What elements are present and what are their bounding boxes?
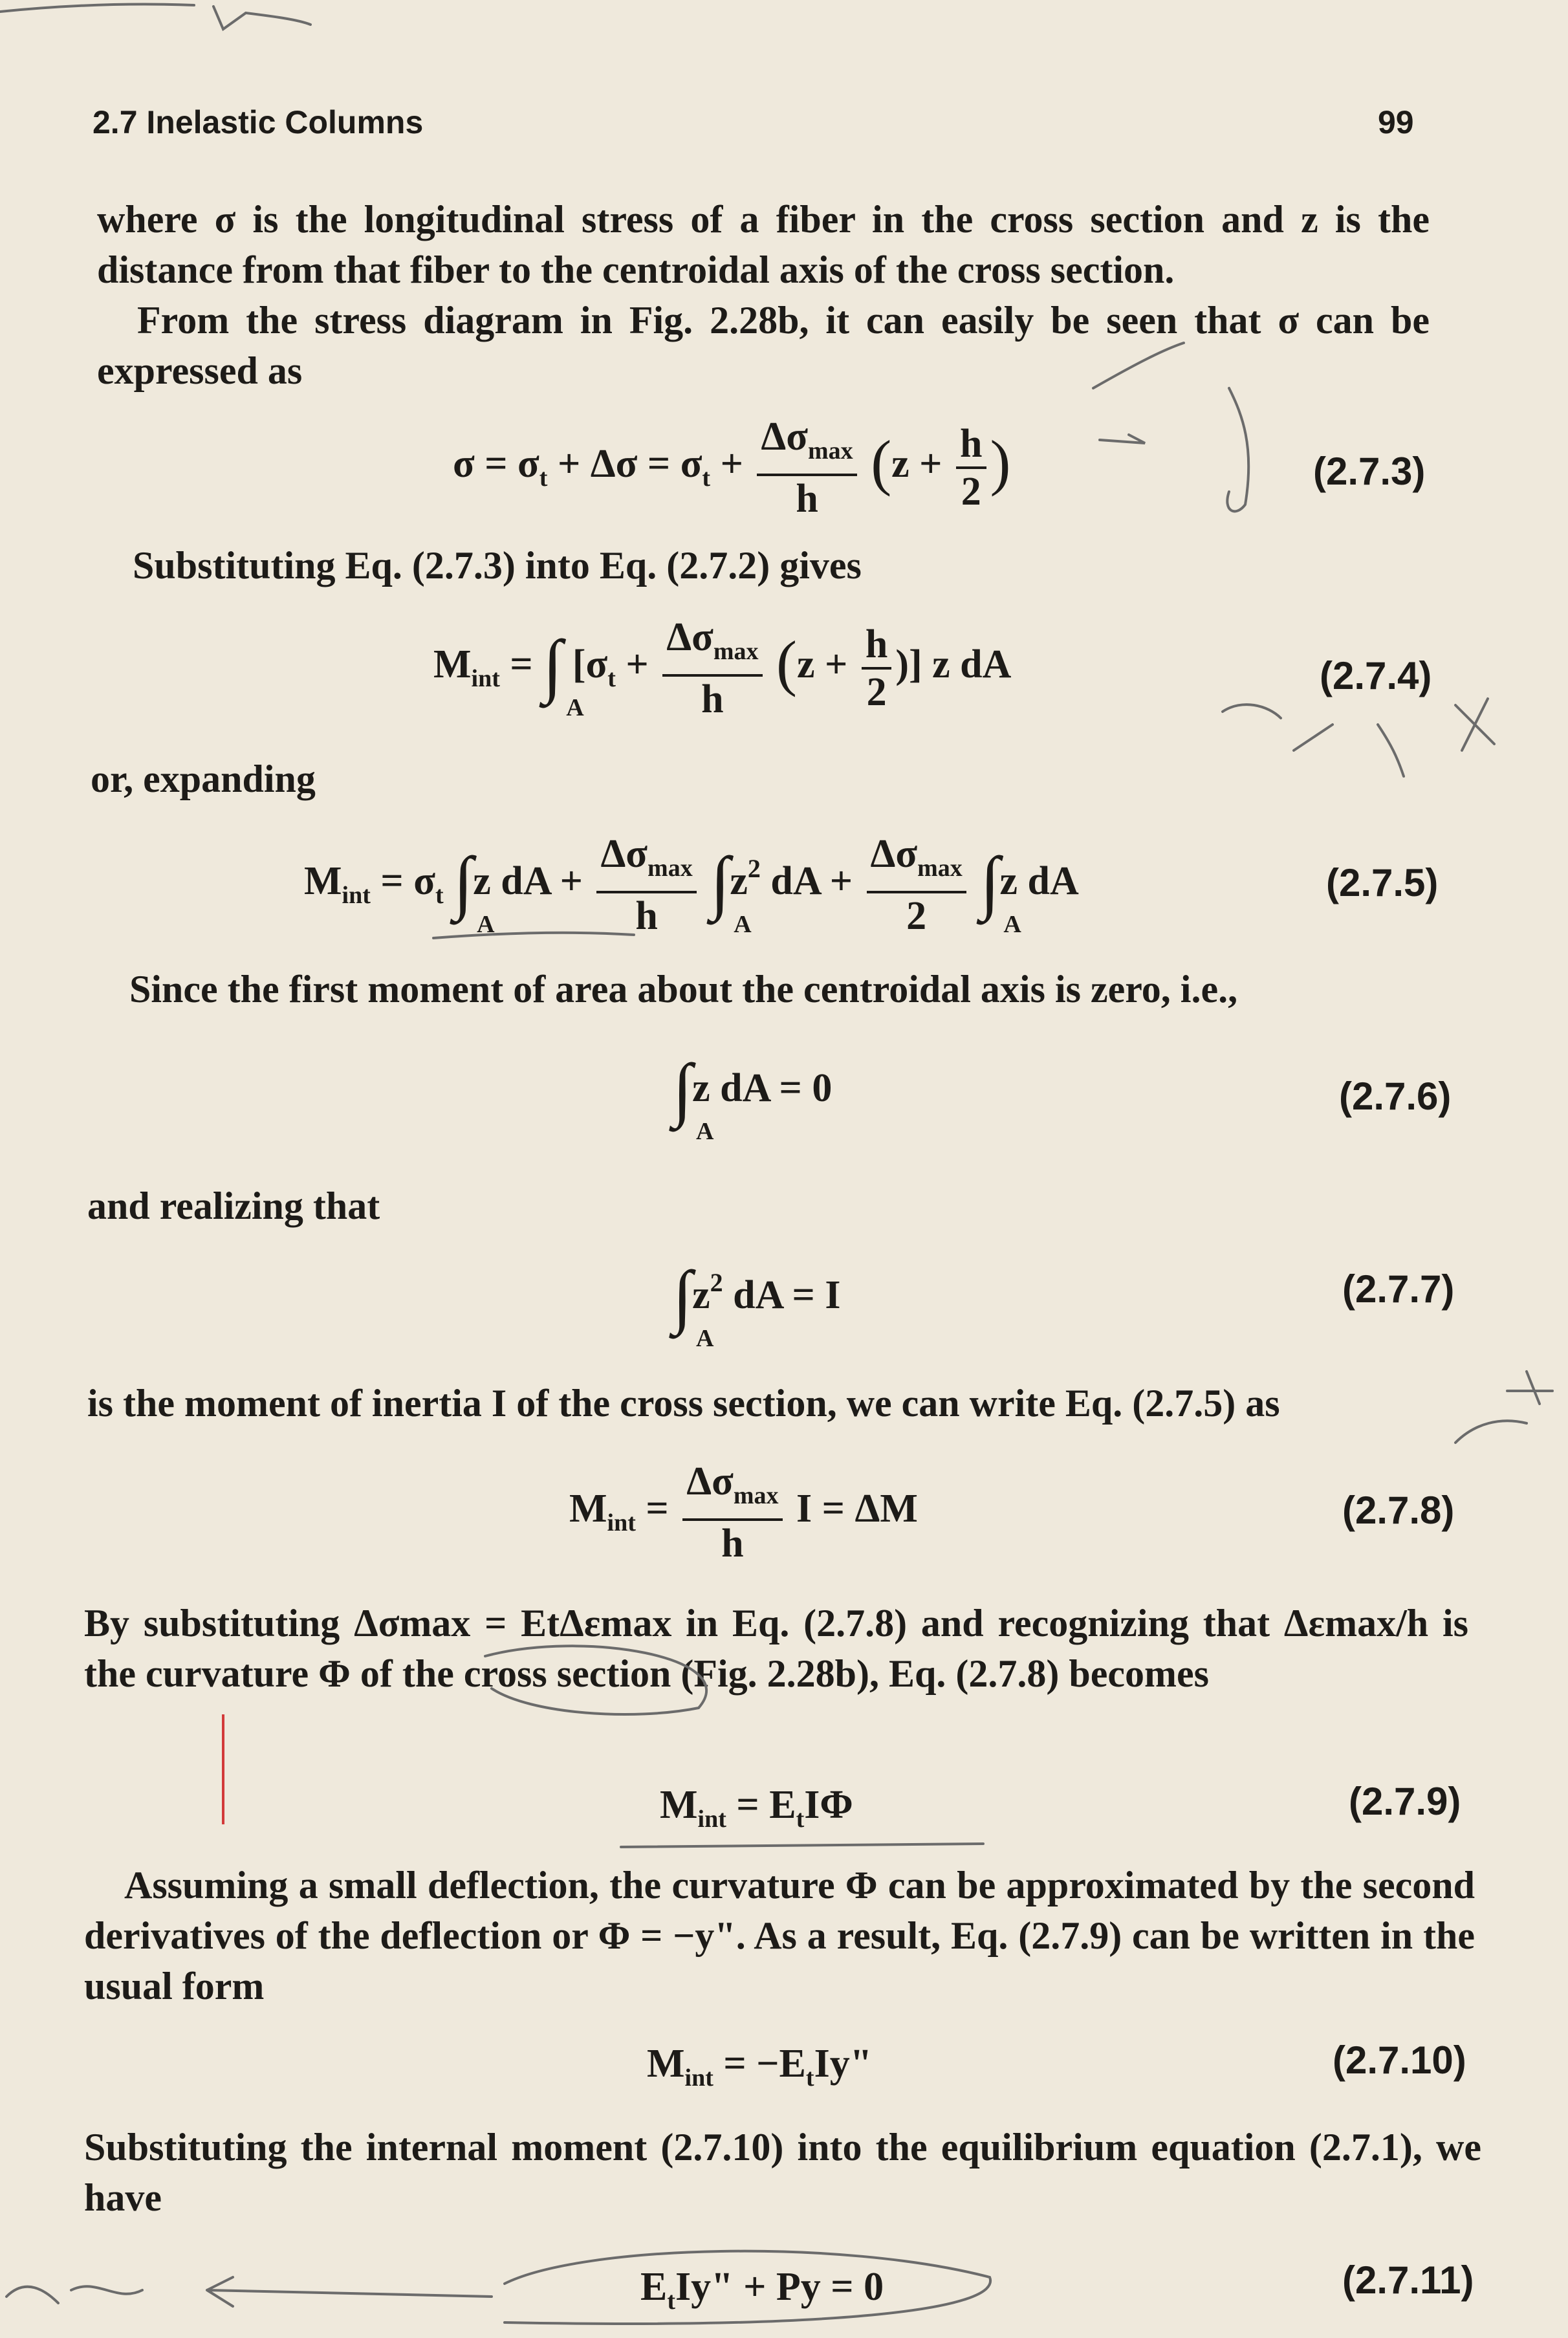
pencil-scribble-top: [0, 0, 1568, 78]
page-number: 99: [1378, 104, 1414, 140]
equation-number-2-7-7: (2.7.7): [1342, 1267, 1455, 1311]
equation-2-7-11: $E_tIy$" + Py = 0: [640, 2265, 884, 2315]
equation-2-7-7: ∫ A $z^2$ dA = I: [673, 1256, 841, 1352]
paragraph-realizing: and realizing that: [87, 1185, 380, 1227]
paragraph-equilibrium: Substituting the internal moment (2.7.10) into the equilibrium equation (2.7.1), we have: [84, 2126, 1481, 2219]
paragraph-moment-of-inertia: is the moment of inertia I of the cross section, we can write Eq. (2.7.5) as: [87, 1382, 1280, 1425]
paragraph-first-moment: Since the first moment of area about the centroidal axis is zero, i.e.,: [129, 968, 1238, 1011]
equation-2-7-3: $\sigma = \sigma_t + \Delta\sigma = \sigma_t$ + $\frac{\Delta\sigma_{max}}{h}$ (z + $\frac{h}{2}$ ): [453, 415, 1011, 521]
equation-number-2-7-8: (2.7.8): [1342, 1489, 1455, 1532]
equation-number-2-7-5: (2.7.5): [1326, 861, 1439, 904]
paragraph-stress-diagram: From the stress diagram in Fig. 2.28b, it can easily be seen that σ can be expressed as: [97, 299, 1430, 392]
equation-number-2-7-10: (2.7.10): [1333, 2038, 1466, 2082]
running-head: 2.7 Inelastic Columns: [93, 104, 424, 140]
paragraph-intro: where σ is the longitudinal stress of a fiber in the cross section and z is the distance from that fiber to the centroidal axis of the cross section.: [97, 198, 1430, 291]
equation-number-2-7-9: (2.7.9): [1349, 1780, 1461, 1823]
equation-number-2-7-11: (2.7.11): [1342, 2258, 1474, 2302]
equation-2-7-6: ∫ A z dA = 0: [673, 1049, 833, 1145]
equation-number-2-7-4: (2.7.4): [1320, 654, 1432, 697]
equation-2-7-10: $M_{int} = -E_tIy$": [647, 2042, 873, 2092]
equation-number-2-7-3: (2.7.3): [1313, 450, 1426, 493]
equation-2-7-5: $M_{int} = \sigma_t$ ∫ A z dA + $\frac{\Delta\sigma_{max}}{h}$ ∫ A $z^2$ dA + $\frac{\Delta\sigma_{max}}{2}$ ∫ A z dA: [304, 832, 1079, 939]
equation-2-7-4: $M_{int}$ = ∫ A [$\sigma_t$ + $\frac{\Delta\sigma_{max}}{h}$ (z + $\frac{h}{2}$ )] z dA: [433, 615, 1012, 722]
paragraph-substituting: Substituting Eq. (2.7.3) into Eq. (2.7.2) gives: [133, 544, 862, 587]
equation-2-7-9: $M_{int} = E_tI\Phi$: [660, 1783, 853, 1833]
equation-number-2-7-6: (2.7.6): [1339, 1075, 1452, 1118]
paragraph-small-deflection: Assuming a small deflection, the curvature Φ can be approximated by the second derivatives of the deflection or Φ = −y". As a result, Eq. (2.7.9) can be written in the usual form: [84, 1864, 1475, 2007]
paragraph-curvature: By substituting Δσmax = EtΔεmax in Eq. (2.7.8) and recognizing that Δεmax/h is the curvature Φ of the cross section (Fig. 2.28b), Eq. (2.7.8) becomes: [84, 1602, 1468, 1695]
equation-2-7-8: $M_{int}$ = $\frac{\Delta\sigma_{max}}{h}$ I = ΔM: [569, 1459, 918, 1566]
paragraph-expanding: or, expanding: [91, 758, 316, 800]
